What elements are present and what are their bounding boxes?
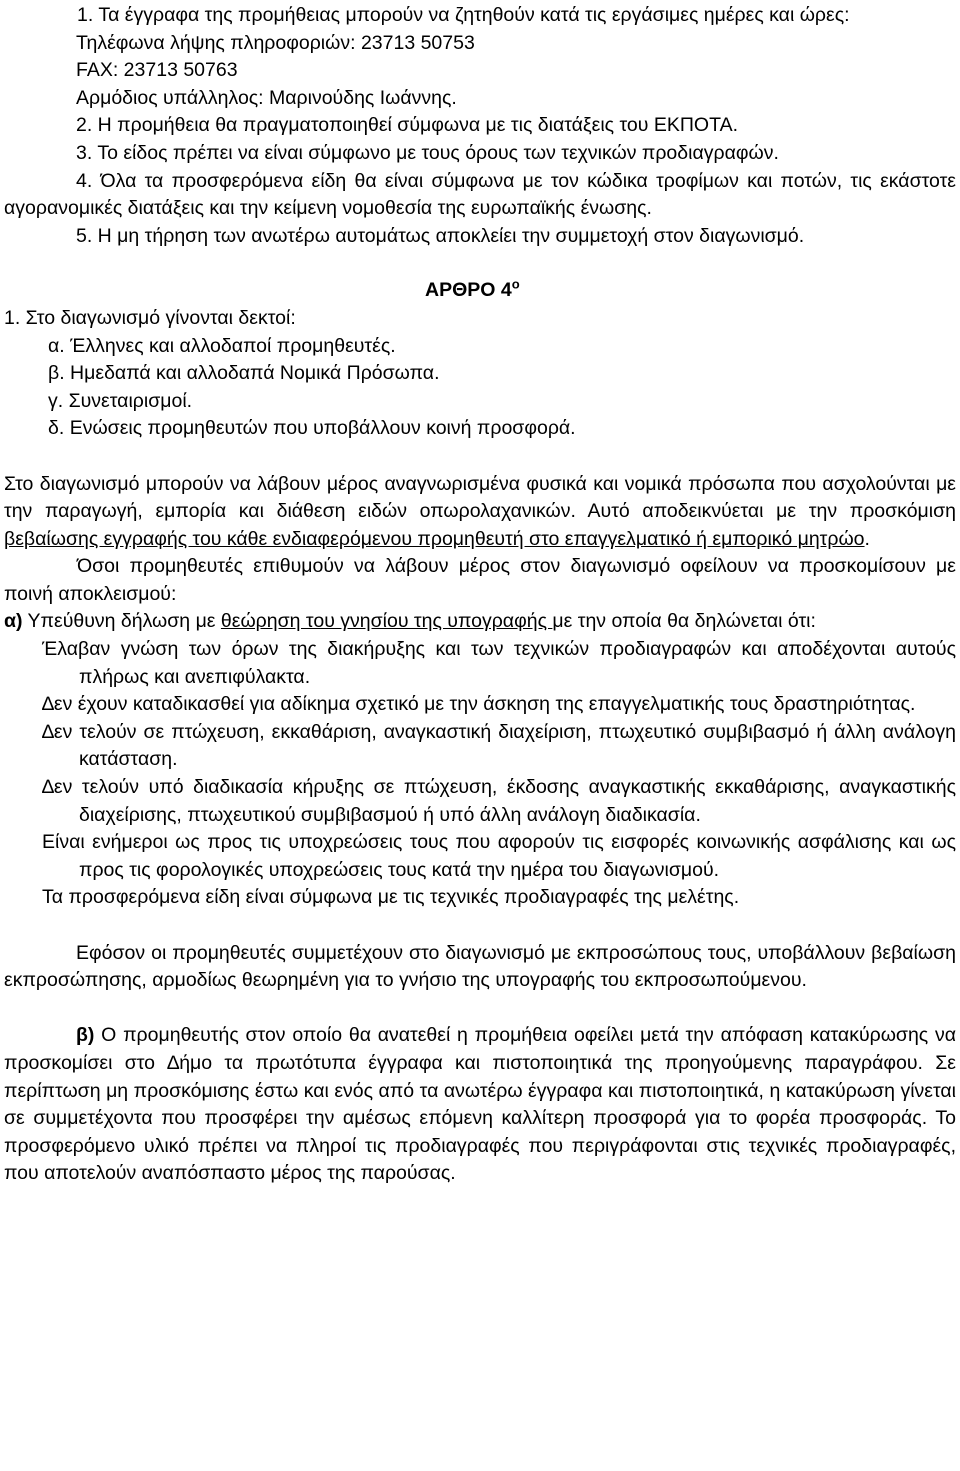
item-2-procurement-rules: 2. Η προμήθεια θα πραγματοποιηθεί σύμφωνα με τις διατάξεις του ΕΚΠΟΤΑ.	[76, 114, 738, 137]
declaration-item: ∆εν τελούν σε πτώχευση, εκκαθάριση, αναγκαστική διαχείριση, πτωχευτικό συμβιβασμό ή άλλη ανάλογη κατάσταση.	[42, 720, 956, 771]
clause-a-text: Υπεύθυνη δήλωση με	[22, 610, 221, 633]
eligibility-end: .	[864, 527, 870, 550]
phone-line: Τηλέφωνα λήψης πληροφοριών: 23713 50753	[76, 31, 475, 54]
required-documents-paragraph: Όσοι προμηθευτές επιθυμούν να λάβουν μέρος στον διαγωνισμό οφείλουν να προσκομίσουν με ποινή αποκλεισμού:	[4, 555, 956, 605]
declaration-item: Έλαβαν γνώση των όρων της διακήρυξης και των τεχνικών προδιαγραφών και αποδέχονται αυτούς πλήρως και ανεπιφύλακτα.	[42, 638, 956, 688]
article-title-text: ΑΡΘΡΟ 4	[425, 279, 512, 302]
participant-item: β. Ημεδαπά και αλλοδαπά Νομικά Πρόσωπα.	[48, 362, 440, 385]
clause-b-label: β)	[76, 1024, 95, 1047]
declaration-item: ∆εν τελούν υπό διαδικασία κήρυξης σε πτώχευση, έκδοσης αναγκαστικής εκκαθάρισης, αναγκαστικής διαχείρισης, πτωχευτικού συμβιβασμού ή υπό άλλη ανάλογη διαδικασία.	[42, 776, 956, 826]
contact-person-line: Αρμόδιος υπάλληλος: Μαρινούδης Ιωάννης.	[76, 86, 457, 109]
declaration-item: Τα προσφερόμενα είδη είναι σύμφωνα με τις τεχνικές προδιαγραφές της μελέτης.	[42, 886, 740, 909]
eligibility-underlined-text: βεβαίωσης εγγραφής του κάθε ενδιαφερόμενου προμηθευτή στο επαγγελματικό ή εμπορικό μητρώο	[4, 527, 865, 550]
declaration-item: Είναι ενήμεροι ως προς τις υποχρεώσεις τους που αφορούν τις εισφορές κοινωνικής ασφάλισης και ως προς τις φορολογικές υποχρεώσεις τους κατά την ημέρα του διαγωνισμού.	[42, 831, 956, 881]
solemn-declaration-paragraph	[4, 608, 956, 636]
spacer	[4, 995, 956, 1023]
article-title-superscript: ο	[511, 276, 520, 292]
spacer	[4, 912, 956, 940]
representation-paragraph: Εφόσον οι προμηθευτές συμμετέχουν στο διαγωνισμό με εκπροσώπους τους, υποβάλλουν βεβαίωση εκπροσώπησης, αρμοδίως θεωρημένη για το γνήσιο της υπογραφής του εκπροσωπούμενου.	[4, 941, 956, 992]
article-title	[4, 277, 956, 305]
participants-lead: 1. Στο διαγωνισμό γίνονται δεκτοί:	[4, 306, 296, 329]
eligibility-text: Στο διαγωνισμό μπορούν να λάβουν μέρος αναγνωρισμένα φυσικά και νομικά πρόσωπα που ασχολούνται με την παραγωγή, εμπορία και διάθεση ειδών οπωρολαχανικών. Αυτό αποδεικνύεται με την προσκόμιση	[4, 472, 956, 523]
declaration-item: ∆εν έχουν καταδικασθεί για αδίκημα σχετικό με την άσκηση της επαγγελματικής τους δραστηριότητας.	[42, 693, 916, 716]
clause-a-underlined-text: θεώρηση του γνησίου της υπογραφής	[220, 610, 553, 633]
item-1-documents-request: 1. Τα έγγραφα της προμήθειας μπορούν να ζητηθούν κατά τις εργάσιμες ημέρες και ώρες:	[77, 4, 850, 26]
clause-b-paragraph	[4, 1022, 956, 1188]
participant-item: γ. Συνεταιρισμοί.	[48, 389, 193, 412]
participant-item: α. Έλληνες και αλλοδαποί προμηθευτές.	[48, 334, 396, 357]
clause-a-text-end: με την οποία θα δηλώνεται ότι:	[552, 610, 816, 633]
item-5-exclusion-notice: 5. Η μη τήρηση των ανωτέρω αυτομάτως αποκλείει την συμμετοχή στον διαγωνισμό.	[76, 224, 805, 247]
item-4-food-code-compliance: 4. Όλα τα προσφερόμενα είδη θα είναι σύμφωνα με τον κώδικα τροφίμων και ποτών, τις εκάστοτε αγορανομικές διατάξεις και την κείμενη νομοθεσία της ευρωπαϊκής ένωσης.	[4, 169, 956, 220]
fax-line: FAX: 23713 50763	[76, 59, 238, 82]
spacer	[4, 443, 956, 471]
clause-a-label: α)	[4, 610, 23, 633]
eligibility-paragraph	[4, 471, 956, 554]
item-3-technical-specs: 3. Το είδος πρέπει να είναι σύμφωνο με τους όρους των τεχνικών προδιαγραφών.	[76, 141, 779, 164]
participant-item: δ. Ενώσεις προμηθευτών που υποβάλλουν κοινή προσφορά.	[48, 417, 576, 440]
clause-b-text: Ο προμηθευτής στον οποίο θα ανατεθεί η προμήθεια οφείλει μετά την απόφαση κατακύρωσης να προσκομίσει στο ∆ήμο τα πρωτότυπα έγγραφα και πιστοποιητικά της προηγούμενης παραγράφου. Σε περίπτωση μη προσκόμισης έστω και ενός από τα ανωτέρω έγγραφα και πιστοποιητικά, η κατακύρωση γίνεται σε συμμετέχοντα που προσφέρει την αμέσως επόμενη καλλίτερη προσφορά για το φορέα προσφοράς. Το προσφερόμενο υλικό πρέπει να πληροί τις προδιαγραφές που περιγράφονται στις τεχνικές προδιαγραφές, που αποτελούν αναπόσπαστο μέρος της παρούσας.	[4, 1024, 956, 1185]
